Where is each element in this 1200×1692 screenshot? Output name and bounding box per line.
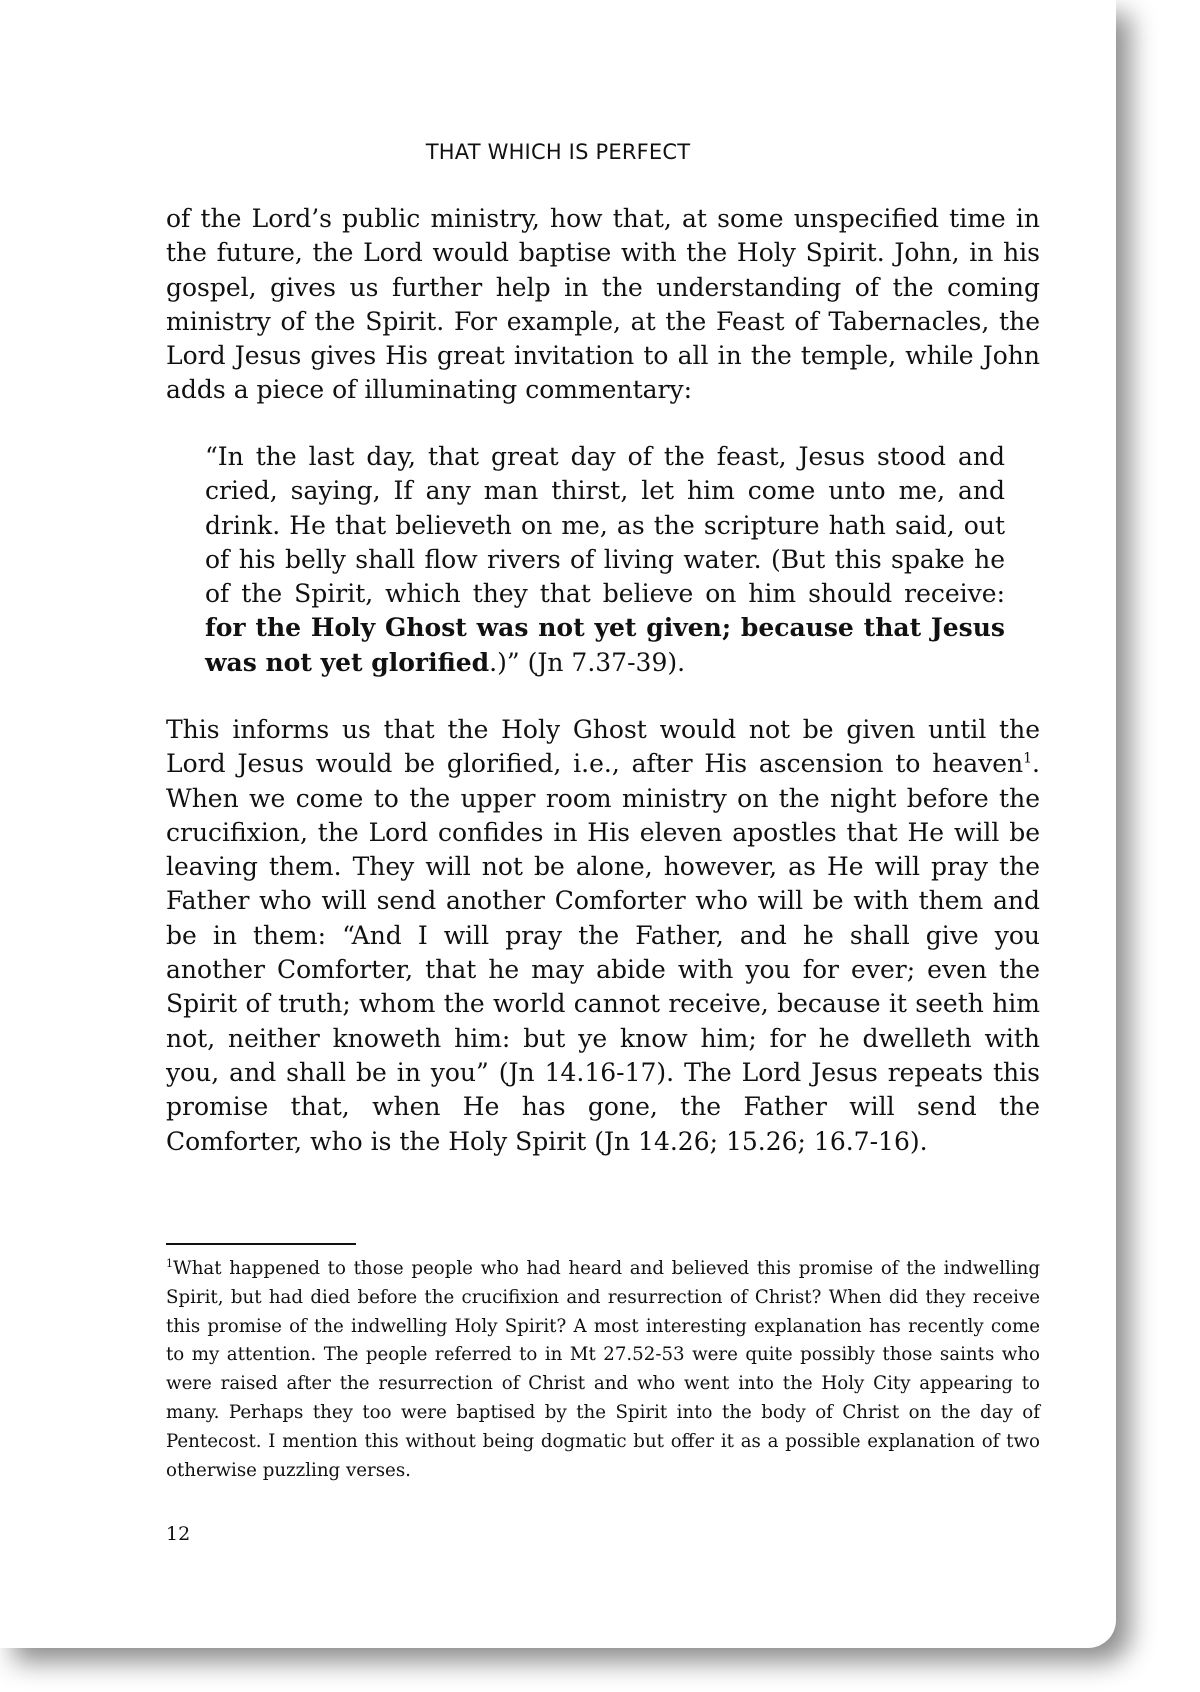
quote-text: “In the last day, that great day of the feast, Jesus stood and cried, saying, If any man thirst, let him come unto me, and drink. He that believeth on me, as the scripture hath said, out of his belly shall flow rivers of living water. (But this spake he of the Spirit, which they that believe on him should receive:: [205, 442, 1005, 609]
body-paragraph-2: [166, 713, 1040, 1159]
scripture-quote: [205, 440, 1005, 680]
quote-closing: .)” (Jn 7.37-39).: [489, 647, 686, 677]
footnote-marker: 1: [166, 1256, 173, 1270]
footnote-text: What happened to those people who had heard and believed this promise of the indwelling Spirit, but had died before the crucifixion and resurrection of Christ? When did they receive this promise of the indwelling Holy Spirit? A most interesting explanation has recently come to my attention. The people referred to in Mt 27.52-53 were quite possibly those saints who were raised after the resurrection of Christ and who went into the Holy City appearing to many. Perhaps they too were baptised by the Spirit into the body of Christ on the day of Pentecost. I mention this without being dogmatic but offer it as a possible explanation of two otherwise puzzling verses.: [166, 1258, 1040, 1481]
footnote-reference-marker[interactable]: 1: [1023, 750, 1033, 767]
page-number: 12: [166, 1523, 191, 1545]
running-head: THAT WHICH IS PERFECT: [425, 140, 691, 164]
paragraph-2-before-note: This informs us that the Holy Ghost would not be given until the Lord Jesus would be glorified, i.e., after His ascension to heaven: [166, 715, 1040, 779]
body-paragraph-1: [166, 202, 1040, 408]
quote-bold-text: for the Holy Ghost was not yet given; because that Jesus was not yet glorified: [205, 613, 1005, 677]
footnote-divider: [166, 1243, 356, 1245]
paragraph-2-after-note: . When we come to the upper room ministry on the night before the crucifixion, the Lord confides in His eleven apostles that He will be leaving them. They will not be alone, however, as He will pray the Father who will send another Comforter who will be with them and be in them: “And I will pray the Father, and he shall give you another Comforter, that he may abide with you for ever; even the Spirit of truth; whom the world cannot receive, because it seeth him not, neither knoweth him: but ye know him; for he dwelleth with you, and shall be in you” (Jn 14.16-17). The Lord Jesus repeats this promise that, when He has gone, the Father will send the Comforter, who is the Holy Spirit (Jn 14.26; 15.26; 16.7-16).: [166, 749, 1040, 1156]
paragraph-1-text: of the Lord’s public ministry, how that, at some unspecified time in the future, the Lord would baptise with the Holy Spirit. John, in his gospel, gives us further help in the understanding of the coming ministry of the Spirit. For example, at the Feast of Tabernacles, the Lord Jesus gives His great invitation to all in the temple, while John adds a piece of illuminating commentary:: [166, 204, 1040, 405]
footnote: [166, 1255, 1040, 1485]
